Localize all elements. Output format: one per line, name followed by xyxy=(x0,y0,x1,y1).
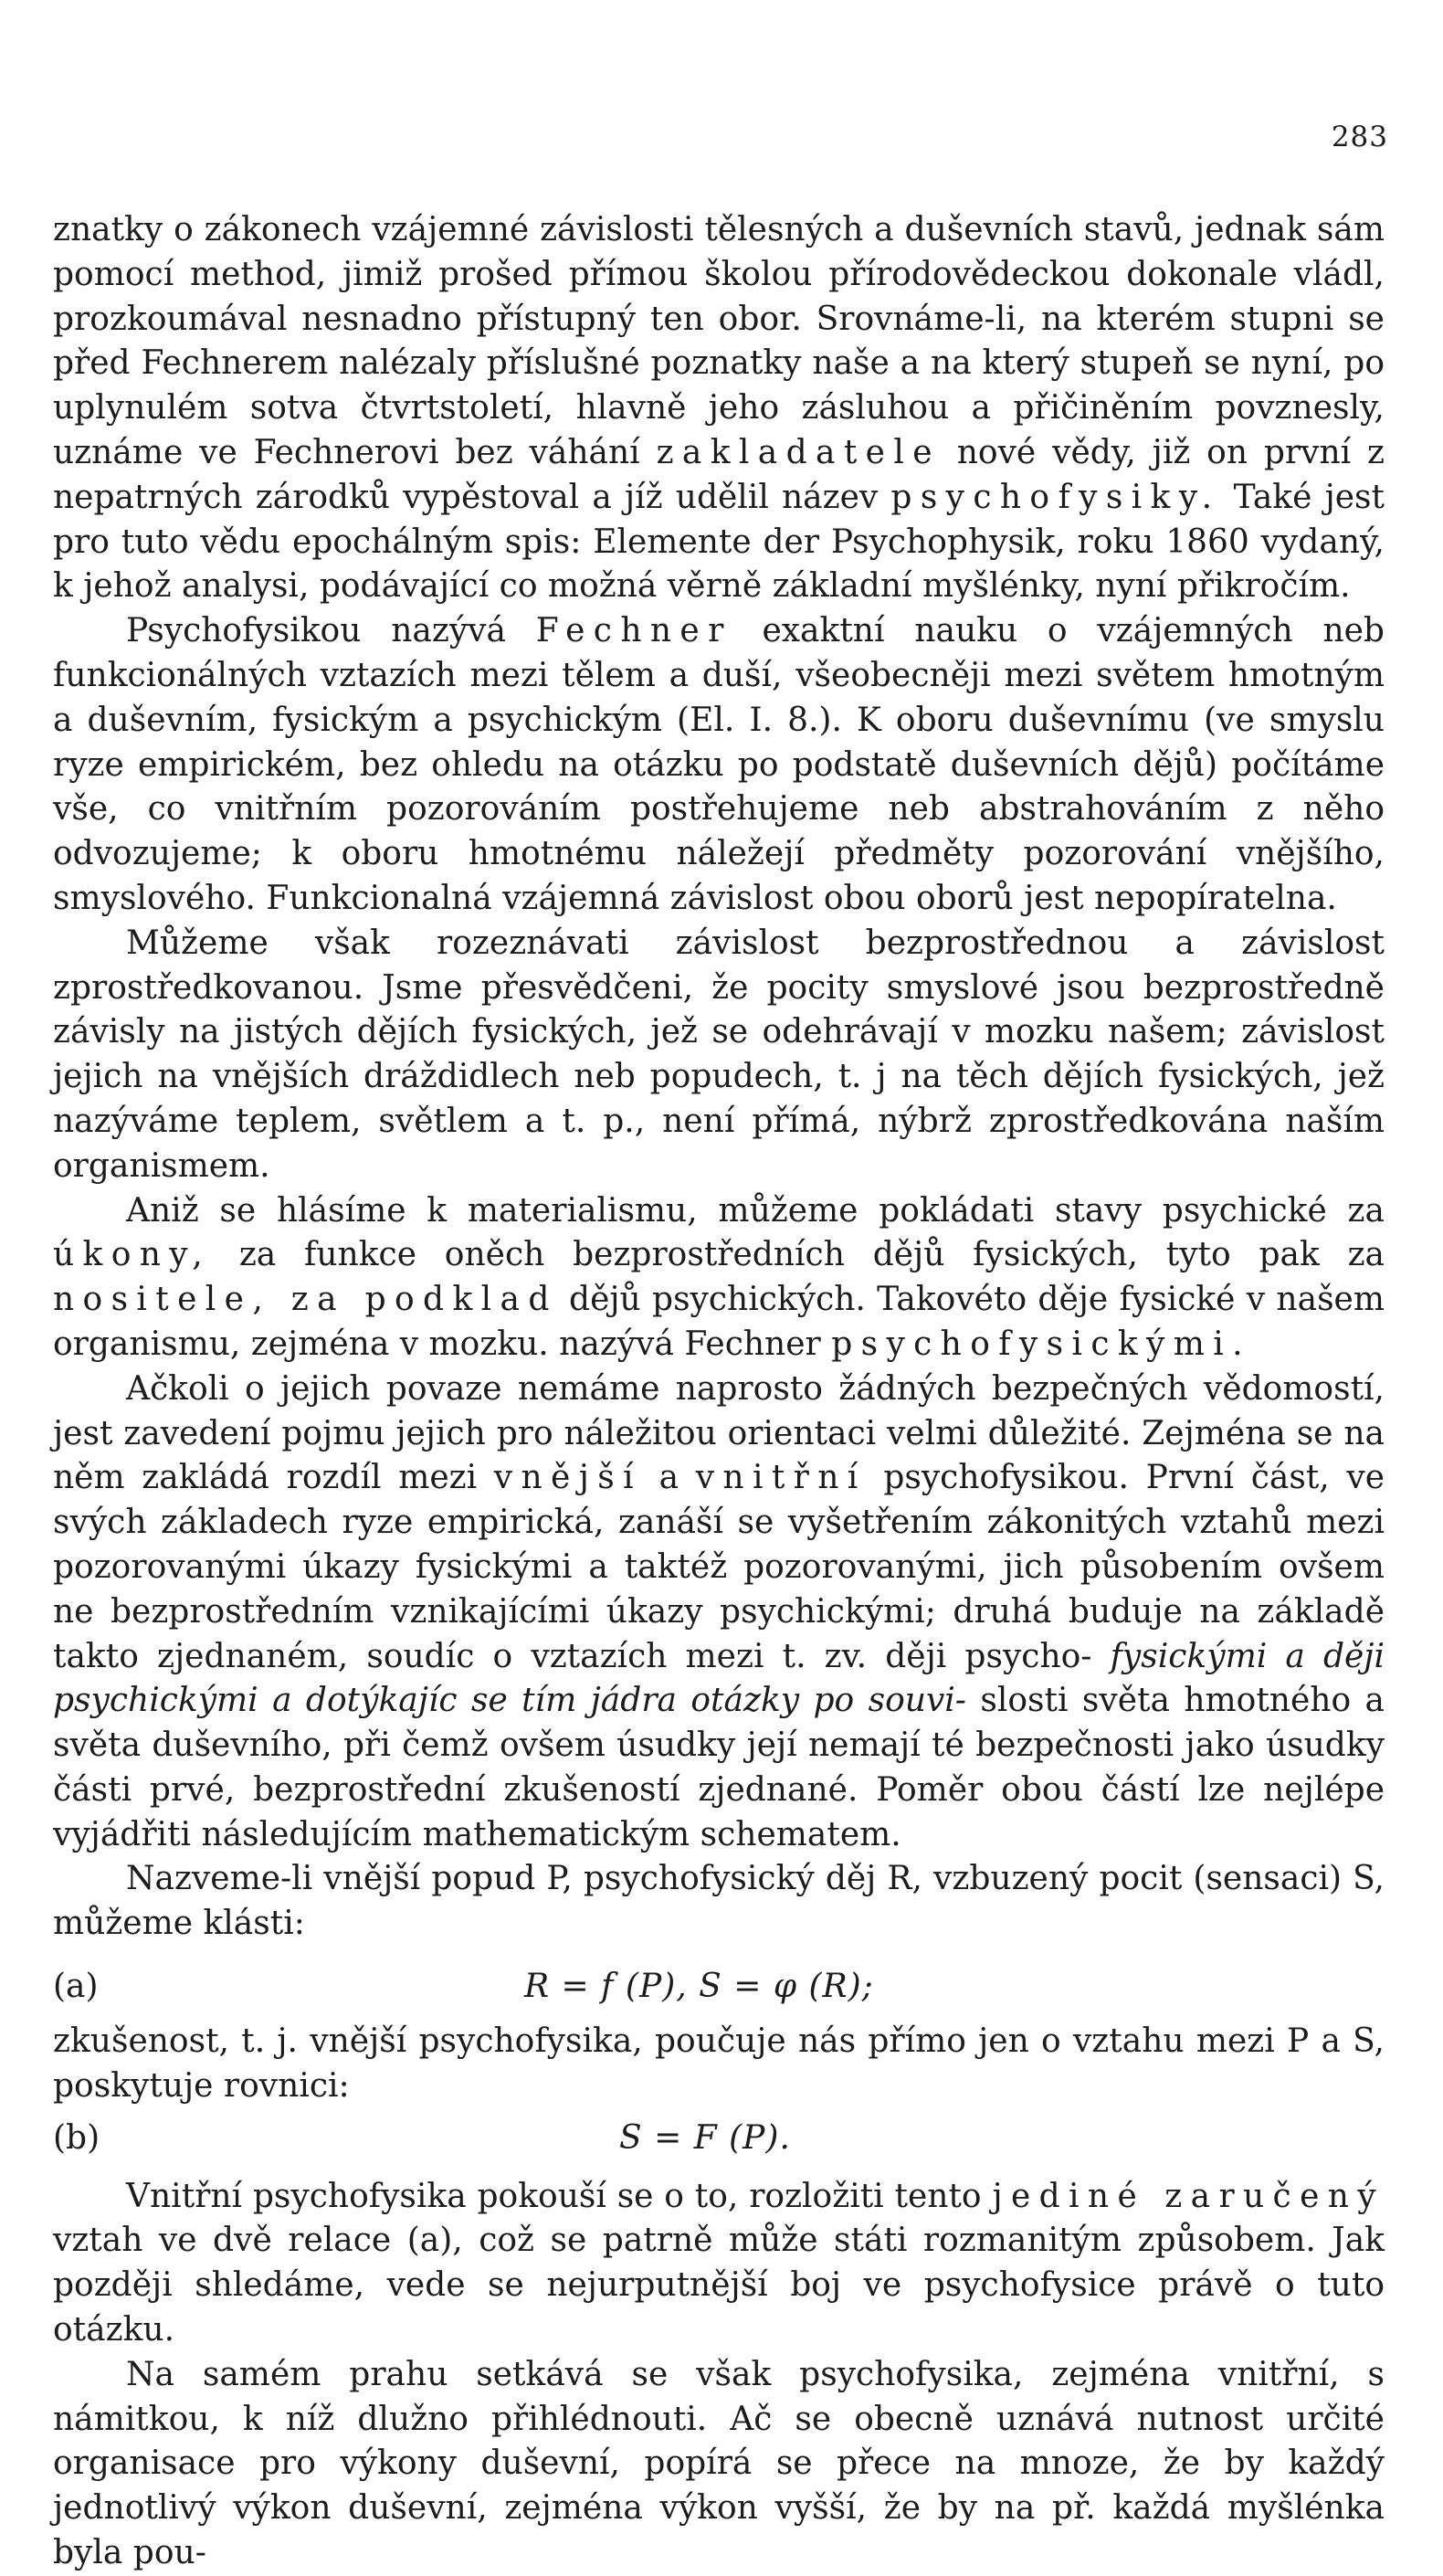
paragraph-4: Aniž se hlásíme k materialismu, můžeme pokládati stavy psychické za úkony, za funkce oněch bezprostředních dějů fysických, tyto pak za nositele, za podklad dějů psychických. Takovéto děje fysické v našem organismu, zejména v mozku. nazývá Fechner psychofysickými. xyxy=(53,1191,1385,1363)
formula-b-label: (b) xyxy=(53,2118,100,2157)
formula-b-expression: S = F (P). xyxy=(619,2118,791,2157)
formula-a-expression: R = f (P), S = φ (R); xyxy=(524,1968,874,2006)
paragraph-2: Psychofysikou nazývá Fechner exaktní nauku o vzájemných neb funkcionálných vztazích mezi tělem a duší, všeobecněji mezi světem hmotným a duševním, fysickým a psychickým (El. I. 8.). K oboru duševnímu (ve smyslu ryze empirickém, bez ohledu na otázku po podstatě duševních dějů) počítáme vše, co vnitřním pozorováním postřehujeme neb abstrahováním z něho odvozujeme; k oboru hmotnému náležejí předměty pozorování vnějšího, smyslového. Funkcionalná vzájemná závislost obou oborů jest nepopíratelna. xyxy=(53,612,1385,917)
paragraph-8: Vnitřní psychofysika pokouší se o to, rozložiti tento jediné zaručený vztah ve dvě relace (a), což se patrně může státi rozmanitým způsobem. Jak později shledáme, vede se nejurputnější boj ve psychofysice právě o tuto otázku. xyxy=(53,2177,1385,2349)
paragraph-7: zkušenost, t. j. vnější psychofysika, poučuje nás přímo jen o vztahu mezi P a S, poskytuje rovnici: xyxy=(53,2022,1385,2105)
formula-a xyxy=(53,1952,1385,2012)
paragraph-9: Na samém prahu setkává se však psychofysika, zejména vnitřní, s námitkou, k níž dlužno přihlédnouti. Ač se obecně uznává nutnost určité organisace pro výkony duševní, popírá se přece na mnoze, že by každý jednotlivý výkon duševní, zejména výkon vyšší, že by na př. každá myšlénka byla pou- xyxy=(53,2355,1385,2572)
paragraph-5: Ačkoli o jejich povaze nemáme naprosto žádných bezpečných vědomostí, jest zavedení pojmu jejich pro náležitou orientaci velmi důležité. Zejména se na něm zakládá rozdíl mezi vnější a vnitřní psychofysikou. První část, ve svých základech ryze empirická, zanáší se vyšetřením zákonitých vztahů mezi pozorovanými úkazy fysickými a taktéž pozorovanými, jich působením ovšem ne bezprostředním vznikajícími úkazy psychickými; druhá buduje na základě takto zjednaném, soudíc o vztazích mezi t. zv. ději psycho- fysickými a ději psychickými a dotýkajíc se tím jádra otázky po souvi- slosti světa hmotného a světa duševního, při čemž ovšem úsudky její nemají té bezpečnosti jako úsudky části prvé, bezprostřední zkušeností zjednané. Poměr obou částí lze nejlépe vyjádřiti následujícím mathematickým schematem. xyxy=(53,1369,1385,1853)
paragraph-1: znatky o zákonech vzájemné závislosti tělesných a duševních stavů, jednak sám pomocí method, jimiž prošed přímou školou přírodovědeckou dokonale vládl, prozkoumával nesnadno přístupný ten obor. Srovnáme-li, na kterém stupni se před Fechnerem nalézaly příslušné poznatky naše a na který stupeň se nyní, po uplynulém sotva čtvrtstoletí, hlavně jeho zásluhou a přičiněním povznesly, uznáme ve Fechnerovi bez váhání zakladatele nové vědy, již on první z nepatrných zárodků vypěstoval a jíž udělil název psychofysiky. Také jest pro tuto vědu epochálným spis: Elemente der Psychophysik, roku 1860 vydaný, k jehož analysi, podávající co možná věrně základní myšlénky, nyní přikročím. xyxy=(53,211,1385,606)
formula-a-label: (a) xyxy=(53,1968,99,2006)
paragraph-3: Můžeme však rozeznávati závislost bezprostřednou a závislost zprostředkovanou. Jsme přesvědčeni, že pocity smyslové jsou bezprostředně závisly na jistých dějích fysických, jež se odehrávají v mozku našem; závislost jejich na vnějších dráždidlech neb popudech, t. j na těch dějích fysických, jež nazýváme teplem, světlem a t. p., není přímá, nýbrž zprostředkována naším organismem. xyxy=(53,924,1385,1185)
body-text xyxy=(53,208,1385,2576)
paragraph-6: Nazveme-li vnější popud P, psychofysický děj R, vzbuzený pocit (sensaci) S, můžeme klásti: xyxy=(53,1860,1385,1943)
page-number: 283 xyxy=(1331,121,1388,153)
formula-b xyxy=(53,2104,1385,2164)
